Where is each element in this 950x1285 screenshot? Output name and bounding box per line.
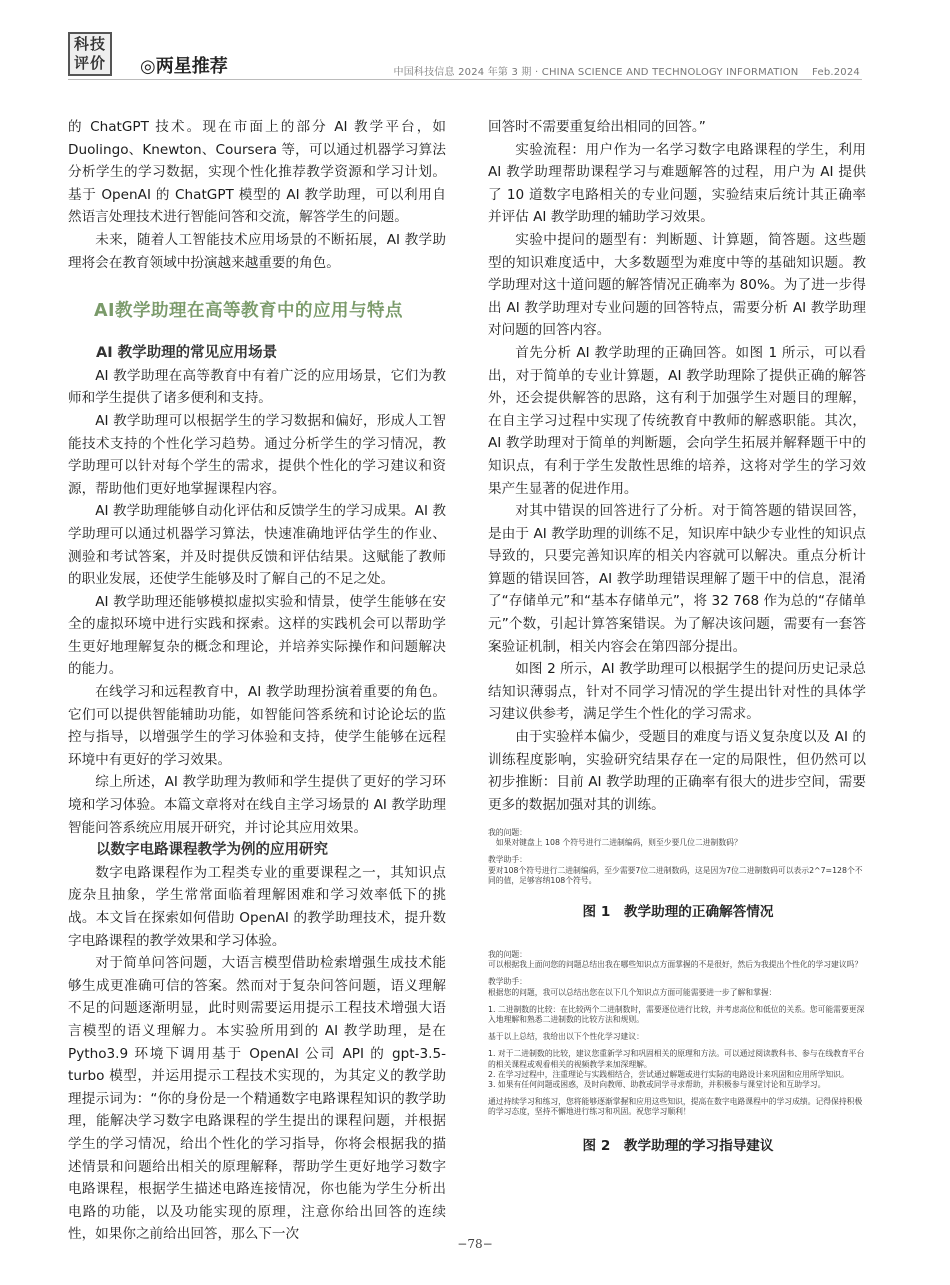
fig-line: 2. 在学习过程中，注重理论与实践相结合，尝试通过解题或进行实际的电路设计来巩固和应用所学知识。 <box>488 1069 849 1079</box>
figure-2-caption: 图 2 教学助理的学习指导建议 <box>582 1137 774 1154</box>
paragraph: 的 ChatGPT 技术。现在市面上的部分 AI 教学平台，如 Duolingo、Knewton、Coursera 等，可以通过机器学习算法分析学生的学习数据，实现个性化推荐教学资源和学习计划。基于 OpenAI 的 ChatGPT 模型的 AI 教学助理，可以利用自然语言处理技术进行智能问答和交流，解答学生的问题。 <box>68 119 446 226</box>
paragraph: AI 教学助理还能够模拟虚拟实验和情景，使学生能够在安全的虚拟环境中进行实践和探索。这样的实践机会可以帮助学生更好地理解复杂的概念和理论，并培养实际操作和问题解决的能力。 <box>68 593 446 678</box>
paragraph: 实验流程：用户作为一名学习数字电路课程的学生，利用 AI 教学助理帮助课程学习与难题解答的过程，用户为 AI 提供了 10 道数字电路相关的专业问题，实验结束后统计其正确率并评估 AI 教学助理的辅助学习效果。 <box>488 141 866 226</box>
page-number: −78− <box>457 1237 493 1251</box>
section-heading: AI教学助理在高等教育中的应用与特点 <box>94 301 404 322</box>
paragraph: 数字电路课程作为工程类专业的重要课程之一，其知识点庞杂且抽象，学生常常面临着理解困难和学习效率低下的挑战。本文旨在探索如何借助 OpenAI 的教学助理技术，提升数字电路课程的教学效果和学习体验。 <box>68 864 446 949</box>
logo-line-2: 评价 <box>73 54 106 72</box>
header-rule <box>68 79 862 80</box>
paragraph: AI 教学助理能够自动化评估和反馈学生的学习成果。AI 教学助理可以通过机器学习算法，快速准确地评估学生的作业、测验和考试答案，并及时提供反馈和评估结果。这赋能了教师的职业发展，还使学生能够及时了解自己的不足之处。 <box>68 503 446 588</box>
paragraph: AI 教学助理可以根据学生的学习数据和偏好，形成人工智能技术支持的个性化学习趋势。通过分析学生的学习情况，教学助理可以针对每个学生的需求，提供个性化的学习建议和资源，帮助他们更好地掌握课程内容。 <box>68 412 446 497</box>
paragraph: 未来，随着人工智能技术应用场景的不断拓展，AI 教学助理将会在教育领域中扮演越来越重要的角色。 <box>68 231 446 271</box>
fig-line: 通过持续学习和练习，您将能够逐渐掌握和应用这些知识，提高在数字电路课程中的学习成绩。记得保持积极的学习态度，坚持不懈地进行练习和巩固。祝您学习顺利！ <box>488 1097 863 1117</box>
figure-2-screenshot <box>488 950 868 1118</box>
paragraph: 实验中提问的题型有：判断题、计算题，简答题。这些题型的知识难度适中，大多数题型为难度中等的基础知识题。教学助理对这十道问题的解答情况正确率为 80%。为了进一步得出 AI 教学助理对专业问题的回答特点，需要分析 AI 教学助理对问题的回答内容。 <box>488 231 866 339</box>
fig-line: 1. 对于二进制数的比较，建议您重新学习和巩固相关的原理和方法。可以通过阅读教科书、参与在线教育平台的相关课程或观看相关的视频教学来加深理解。 <box>488 1049 865 1069</box>
logo-line-1: 科技 <box>73 35 106 53</box>
paragraph: 首先分析 AI 教学助理的正确回答。如图 1 所示，可以看出，对于简单的专业计算题，AI 教学助理除了提供正确的解答外，还会提供解答的思路，这有利于加强学生对题目的理解，在自主学习过程中实现了传统教育中教师的解惑职能。其次，AI 教学助理对于简单的判断题，会向学生拓展并解释题干中的知识点，有利于学生发散性思维的培养，这将对学生的学习效果产生显著的促进作用。 <box>488 344 866 497</box>
figure-1 <box>488 828 868 920</box>
paragraph: 综上所述，AI 教学助理为教师和学生提供了更好的学习环境和学习体验。本篇文章将对在线自主学习场景的 AI 教学助理智能问答系统应用展开研究，并讨论其应用效果。 <box>68 774 446 836</box>
subsection-heading: 以数字电路课程教学为例的应用研究 <box>96 842 328 859</box>
section-title: ◎两星推荐 <box>140 56 228 77</box>
page-header <box>0 0 950 80</box>
fig-line: 教学助手： <box>488 977 527 987</box>
subsection-heading: AI 教学助理的常见应用场景 <box>96 345 278 362</box>
paragraph: AI 教学助理在高等教育中有着广泛的应用场景，它们为教师和学生提供了诸多便利和支持。 <box>68 367 446 407</box>
left-column <box>68 116 446 1246</box>
paragraph: 对于简单问答问题，大语言模型借助检索增强生成技术能够生成更准确可信的答案。然而对于复杂问答问题，语义理解不足的问题逐渐明显，此时则需要运用提示工程技术增强大语言模型的语义理解力。本实验所用到的 AI 教学助理，是在 Pytho3.9 环境下调用基于 OpenAI 公司 API 的 gpt-3.5-turbo 模型，并运用提示工程技术实现的，为其定义的教学助理提示词为：“你的身份是一个精通数字电路课程知识的教学助理，能解决学习数字电路课程的学生提出的课程问题，并根据学生的学习情况，给出个性化的学习指导，你将会根据我的描述情景和问题给出相关的原理解释，帮助学生更好地学习数字电路课程，根据学生描述电路连接情况，你也能为学生分析出电路的功能，以及功能实现的原理，注意你给出回答的连续性，如果你之前给出回答，那么下一次 <box>68 955 446 1243</box>
figure-1-caption: 图 1 教学助理的正确解答情况 <box>582 904 774 921</box>
fig-line: 教学助手： <box>488 855 527 865</box>
paragraph: 在线学习和远程教育中，AI 教学助理扮演着重要的角色。它们可以提供智能辅助功能，如智能问答系统和讨论论坛的监控与指导，以增强学生的学习体验和支持，使学生能够在远程环境中有更好的学习效果。 <box>68 684 446 768</box>
paragraph: 由于实验样本偏少，受题目的难度与语义复杂度以及 AI 的训练程度影响，实验研究结果存在一定的局限性，但仍然可以初步推断：目前 AI 教学助理的正确率有很大的进步空间，需要更多的数据加强对其的训练。 <box>488 729 866 813</box>
fig-line: 基于以上总结，我给出以下个性化学习建议： <box>488 1032 644 1042</box>
paragraph: 对其中错误的回答进行了分析。对于简答题的错误回答，是由于 AI 教学助理的训练不足，知识库中缺少专业性的知识点导致的，只要完善知识库的相关内容就可以解决。重点分析计算题的错误回答，AI 教学助理错误理解了题干中的信息，混淆了“存储单元”和“基本存储单元”，将 32 768 作为总的“存储单元”个数，引起计算答案错误。为了解决该问题，需要有一套答案验证机制，相关内容会在第四部分提出。 <box>488 503 866 655</box>
paragraph: 如图 2 所示，AI 教学助理可以根据学生的提问历史记录总结知识薄弱点，针对不同学习情况的学生提出针对性的具体学习建议供参考，满足学生个性化的学习需求。 <box>488 661 866 723</box>
fig-line: 根据您的问题，我可以总结出您在以下几个知识点方面可能需要进一步了解和掌握： <box>488 987 777 997</box>
figure-1-screenshot <box>488 828 868 886</box>
journal-logo <box>68 32 112 76</box>
paragraph: 回答时不需要重复给出相同的回答。” <box>488 119 706 135</box>
right-column <box>488 116 866 816</box>
fig-line: 我的问题： <box>488 950 527 959</box>
fig-line: 要对108个符号进行二进制编码，至少需要7位二进制数码，这是因为7位二进制数码可以表示2^7=128个不同的值，足够容纳108个符号。 <box>488 865 863 885</box>
fig-line: 1. 二进制数的比较：在比较两个二进制数时，需要逐位进行比较，并考虑高位和低位的关系。您可能需要更深入地理解和熟悉二进制数的比较方法和规则。 <box>488 1004 865 1025</box>
journal-info: 中国科技信息 2024 年第 3 期 · CHINA SCIENCE AND TECHNOLOGY INFORMATION Feb.2024 <box>393 67 860 78</box>
fig-line: 可以根据我上面问您的问题总结出我在哪些知识点方面掌握的不是很好，然后为我提出个性化的学习建议吗？ <box>488 960 863 970</box>
figure-2 <box>488 950 868 1154</box>
fig-line: 3. 如果有任何问题或困惑，及时向教师、助教或同学寻求帮助，并积极参与课堂讨论和互助学习。 <box>488 1080 826 1090</box>
fig-line: 如果对键盘上 108 个符号进行二进制编码，则至少要几位二进制数码？ <box>488 838 742 848</box>
fig-line: 我的问题： <box>488 828 527 837</box>
